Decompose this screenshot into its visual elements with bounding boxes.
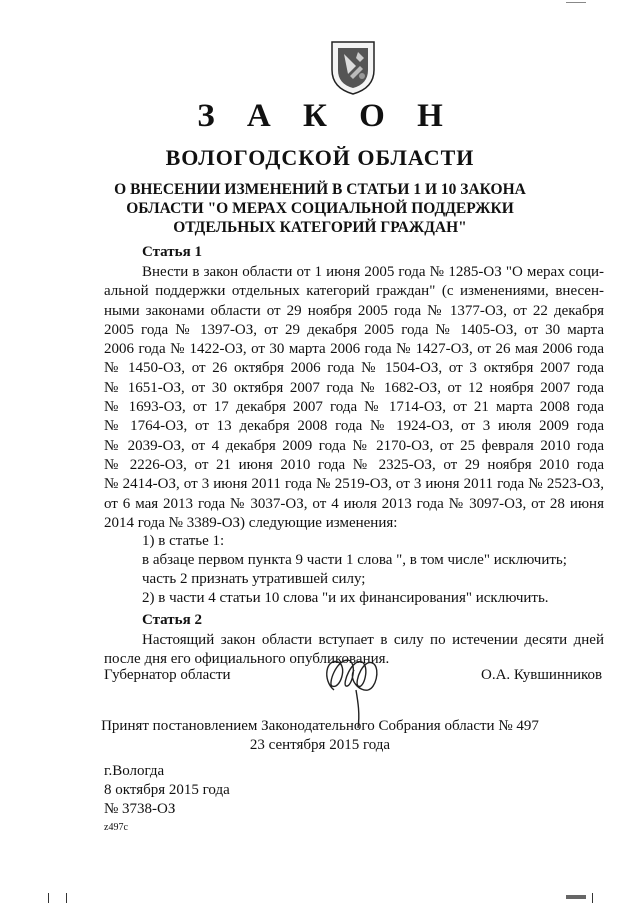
article-1-paragraph (104, 263, 604, 533)
paragraph-line: Внести в закон области от 1 июня 2005 года № 1285-ОЗ "О мерах соци- (142, 264, 604, 280)
paragraph-line: № 1450-ОЗ, от 26 октября 2006 года № 1504-ОЗ, от 3 октября 2007 года (104, 360, 604, 377)
scan-mark (566, 895, 586, 899)
coat-of-arms-icon (330, 40, 376, 96)
article-2-heading: Статья 2 (142, 612, 202, 628)
scan-mark (566, 2, 586, 3)
document-type-title: З А К О Н (197, 98, 455, 134)
scan-mark (66, 893, 67, 903)
paragraph-line: 2006 года № 1422-ОЗ, от 30 марта 2006 года № 1427-ОЗ, от 26 мая 2006 года (104, 341, 604, 358)
subtitle-line: О ВНЕСЕНИИ ИЗМЕНЕНИЙ В СТАТЬИ 1 И 10 ЗАКОНА (114, 181, 526, 198)
paragraph-line: № 1693-ОЗ, от 17 декабря 2007 года № 1714-ОЗ, от 21 марта 2008 года (104, 399, 604, 416)
subtitle-line: ОТДЕЛЬНЫХ КАТЕГОРИЙ ГРАЖДАН" (173, 219, 467, 236)
law-subtitle (0, 180, 640, 237)
city: г.Вологда (104, 763, 165, 779)
paragraph-line: № 1764-ОЗ, от 13 декабря 2008 года № 1924-ОЗ, от 3 июля 2009 года (104, 418, 604, 435)
signatory-name: О.А. Кувшинников (481, 667, 603, 683)
subtitle-line: ОБЛАСТИ "О МЕРАХ СОЦИАЛЬНОЙ ПОДДЕРЖКИ (126, 200, 514, 217)
paragraph-line: № 2226-ОЗ, от 21 июня 2010 года № 2325-ОЗ, от 29 ноября 2010 года (104, 456, 604, 473)
paragraph-line: № 2414-ОЗ, от 3 июня 2011 года № 2519-ОЗ, от 3 июня 2011 года № 2523-ОЗ, (104, 476, 604, 493)
paragraph-line: после дня его официального опубликования. (104, 651, 390, 668)
paragraph-line: Настоящий закон области вступает в силу по истечении десяти дней (142, 632, 604, 648)
law-number: № 3738-ОЗ (104, 801, 176, 817)
signatory-position: Губернатор области (104, 667, 231, 683)
paragraph-line: от 6 мая 2013 года № 3037-ОЗ, от 4 июля 2013 года № 3097-ОЗ, от 28 июня (104, 495, 604, 512)
document-code: z497c (104, 822, 128, 833)
article-1-heading: Статья 1 (142, 244, 202, 260)
scan-mark (48, 893, 49, 903)
paragraph-line: ными законами области от 29 ноября 2005 года № 1377-ОЗ, от 22 декабря (104, 302, 604, 319)
paragraph-line: 2005 года № 1397-ОЗ, от 29 декабря 2005 года № 1405-ОЗ, от 30 марта (104, 321, 604, 338)
paragraph-line: альной поддержки отдельных категорий граждан" (с изменениями, внесен- (104, 283, 604, 300)
signing-date: 8 октября 2015 года (104, 782, 230, 798)
amendment-item: часть 2 признать утратившей силу; (142, 571, 366, 587)
adoption-line: Принят постановлением Законодательного Собрания области № 497 (101, 718, 539, 734)
paragraph-line: 2014 года № 3389-ОЗ) следующие изменения: (104, 514, 398, 531)
adoption-date: 23 сентября 2015 года (249, 737, 391, 753)
amendment-item: в абзаце первом пункта 9 части 1 слова ", в том числе" исключить; (142, 552, 567, 568)
amendment-item: 2) в части 4 статьи 10 слова "и их финансирования" исключить. (142, 590, 549, 606)
paragraph-line: № 2039-ОЗ, от 4 декабря 2009 года № 2170-ОЗ, от 25 февраля 2010 года (104, 437, 604, 454)
region-title: ВОЛОГОДСКОЙ ОБЛАСТИ (165, 145, 475, 170)
paragraph-line: № 1651-ОЗ, от 30 октября 2007 года № 1682-ОЗ, от 12 ноября 2007 года (104, 379, 604, 396)
amendment-item: 1) в статье 1: (142, 533, 225, 549)
adoption-notice (0, 717, 640, 755)
scan-mark (592, 893, 593, 903)
